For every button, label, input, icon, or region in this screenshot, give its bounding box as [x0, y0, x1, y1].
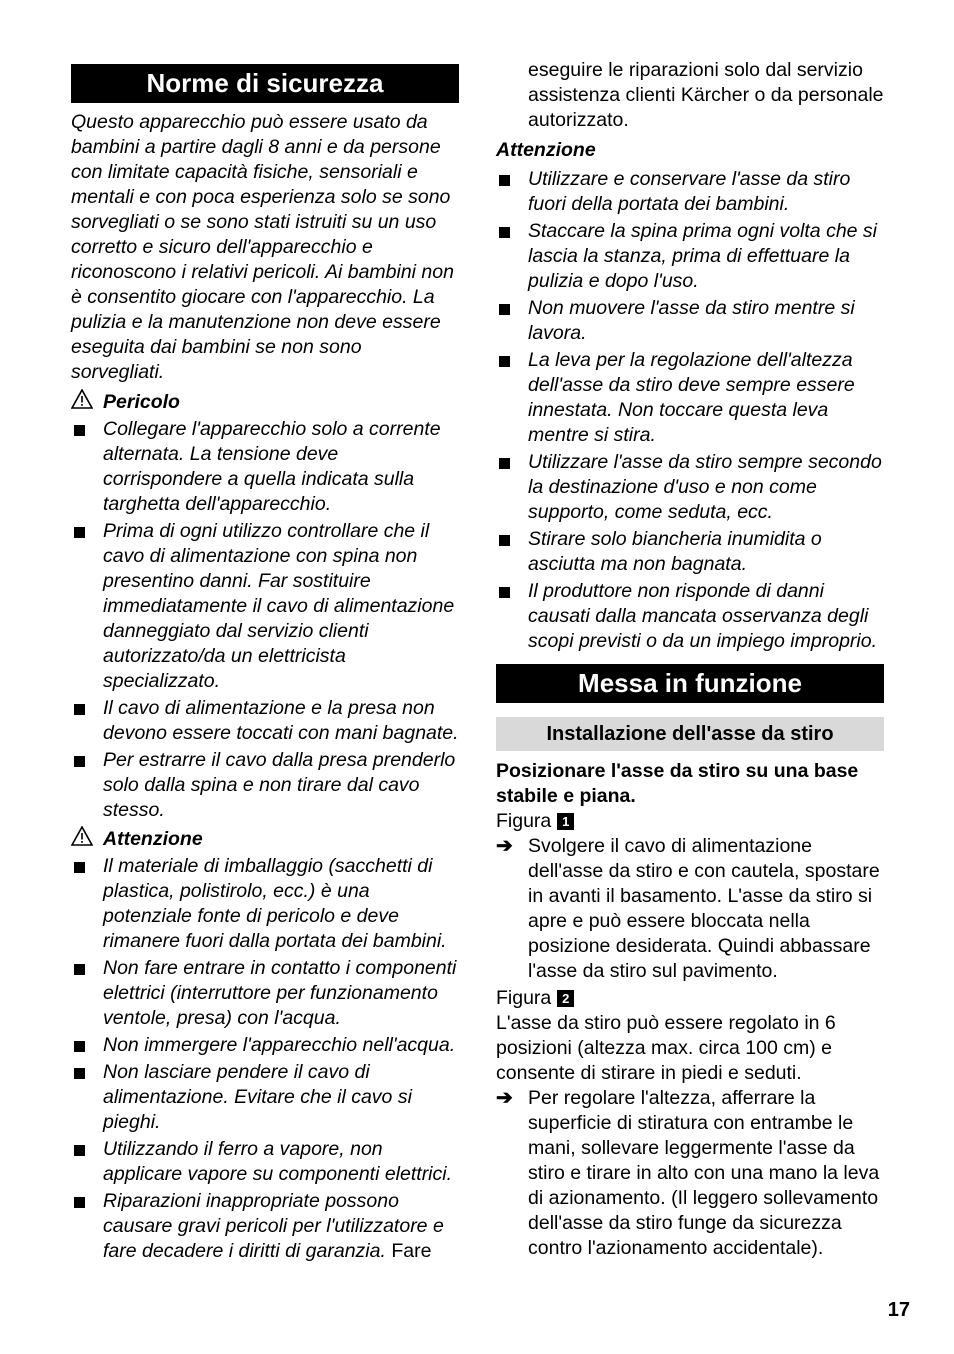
list-item: Riparazioni inappropriate possono causare gravi pericoli per l'utilizzatore e fare decadere i diritti di garanzia. Fare	[71, 1189, 459, 1264]
bold-instruction: Posizionare l'asse da stiro su una base stabile e piana.	[496, 760, 859, 807]
list-item: Non immergere l'apparecchio nell'acqua.	[71, 1033, 459, 1058]
list-item: ➔ Svolgere il cavo di alimentazione dell'asse da stiro e con cautela, spostare in avanti il basamento. L'asse da stiro si apre e può essere bloccata nella posizione desiderata. Quindi abbassare l'asse da stiro sul pavimento.	[496, 835, 880, 982]
bullet-square-icon	[74, 704, 85, 715]
page-number: 17	[887, 1299, 910, 1321]
danger-list	[71, 417, 459, 823]
list-item: Prima di ogni utilizzo controllare che il cavo di alimentazione con spina non presentino danni. Far sostituire immediatamente il cavo di alimentazione danneggiato dal servizio clienti autorizzato/da un elettricista specializzato.	[71, 519, 459, 694]
bullet-square-icon	[74, 964, 85, 975]
subsection-heading-installation: Installazione dell'asse da stiro	[496, 717, 884, 751]
caution-heading	[71, 825, 459, 854]
arrow-right-icon: ➔	[496, 1087, 513, 1109]
warning-triangle-icon	[71, 826, 103, 853]
list-item: Non fare entrare in contatto i componenti elettrici (interruttore per funzionamento ventole, presa) con l'acqua.	[71, 956, 459, 1031]
list-item: La leva per la regolazione dell'altezza dell'asse da stiro deve sempre essere innestata. Non toccare questa leva mentre si stira.	[496, 348, 884, 448]
list-item: Non muovere l'asse da stiro mentre si lavora.	[496, 296, 884, 346]
bullet-square-icon	[74, 425, 85, 436]
list-item: Utilizzando il ferro a vapore, non applicare vapore su componenti elettrici.	[71, 1137, 459, 1187]
step-list	[496, 834, 884, 984]
caution-list	[71, 854, 459, 1264]
bullet-square-icon	[74, 1068, 85, 1079]
list-item: Il cavo di alimentazione e la presa non devono essere toccati con mani bagnate.	[71, 696, 459, 746]
bullet-square-icon	[74, 756, 85, 767]
figure-reference: Figura 1	[496, 809, 884, 834]
body-paragraph: L'asse da stiro può essere regolato in 6 posizioni (altezza max. circa 100 cm) e consente di stirare in piedi e seduti.	[496, 1012, 836, 1084]
list-item: Il produttore non risponde di danni causati dalla mancata osservanza degli scopi previsti o da un impiego improprio.	[496, 579, 884, 654]
list-item: Il materiale di imballaggio (sacchetti di plastica, polistirolo, ecc.) è una potenziale fonte di pericolo e deve rimanere fuori dalla portata dei bambini.	[71, 854, 459, 954]
list-item: Collegare l'apparecchio solo a corrente alternata. La tensione deve corrispondere a quella indicata sulla targhetta dell'apparecchio.	[71, 417, 459, 517]
figure-reference: Figura 2	[496, 986, 884, 1011]
bullet-square-icon	[499, 356, 510, 367]
list-item: Stirare solo biancheria inumidita o asciutta ma non bagnata.	[496, 527, 884, 577]
list-item: Non lasciare pendere il cavo di alimentazione. Evitare che il cavo si pieghi.	[71, 1060, 459, 1135]
caution-label: Attenzione	[103, 828, 203, 850]
figure-number-badge: 2	[557, 990, 574, 1007]
bullet-square-icon	[499, 175, 510, 186]
continuation-text: eseguire le riparazioni solo dal servizio assistenza clienti Kärcher o da personale autorizzato.	[528, 59, 884, 131]
bullet-square-icon	[499, 227, 510, 238]
left-column	[71, 0, 459, 1266]
warning-triangle-icon	[71, 389, 103, 416]
bullet-square-icon	[74, 1041, 85, 1052]
section-heading-safety: Norme di sicurezza	[71, 64, 459, 103]
bullet-square-icon	[499, 587, 510, 598]
danger-heading	[71, 388, 459, 417]
caution-label: Attenzione	[496, 139, 596, 161]
bullet-square-icon	[74, 862, 85, 873]
bullet-square-icon	[74, 1145, 85, 1156]
list-item: Staccare la spina prima ogni volta che si lascia la stanza, prima di effettuare la pulizia e dopo l'uso.	[496, 219, 884, 294]
caution-list	[496, 167, 884, 654]
danger-label: Pericolo	[103, 391, 180, 413]
bullet-square-icon	[499, 458, 510, 469]
intro-paragraph: Questo apparecchio può essere usato da bambini a partire dagli 8 anni e da persone con limitate capacità fisiche, sensoriali e mentali e con poca esperienza solo se sono sorvegliati o se sono stati istruiti su un uso corretto e sicuro dell'apparecchio e riconoscono i relativi pericoli. Ai bambini non è consentito giocare con l'apparecchio. La pulizia e la manutenzione non deve essere eseguita dai bambini se non sono sorvegliati.	[71, 111, 454, 383]
list-item: Utilizzare e conservare l'asse da stiro fuori della portata dei bambini.	[496, 167, 884, 217]
right-column	[496, 0, 884, 1261]
bullet-square-icon	[499, 535, 510, 546]
arrow-right-icon: ➔	[496, 835, 513, 857]
section-heading-startup: Messa in funzione	[496, 664, 884, 703]
bullet-square-icon	[74, 1197, 85, 1208]
step-list	[496, 1086, 884, 1261]
bullet-square-icon	[499, 304, 510, 315]
list-item: Per estrarre il cavo dalla presa prenderlo solo dalla spina e non tirare dal cavo stesso.	[71, 748, 459, 823]
figure-number-badge: 1	[557, 813, 574, 830]
list-item: ➔ Per regolare l'altezza, afferrare la superficie di stiratura con entrambe le mani, sollevare leggermente l'asse da stiro e tirare in alto con una mano la leva di azionamento. (Il leggero sollevamento dell'asse da stiro funge da sicurezza contro l'azionamento accidentale).	[496, 1087, 880, 1259]
list-item: Utilizzare l'asse da stiro sempre secondo la destinazione d'uso e non come supporto, come seduta, ecc.	[496, 450, 884, 525]
bullet-square-icon	[74, 527, 85, 538]
